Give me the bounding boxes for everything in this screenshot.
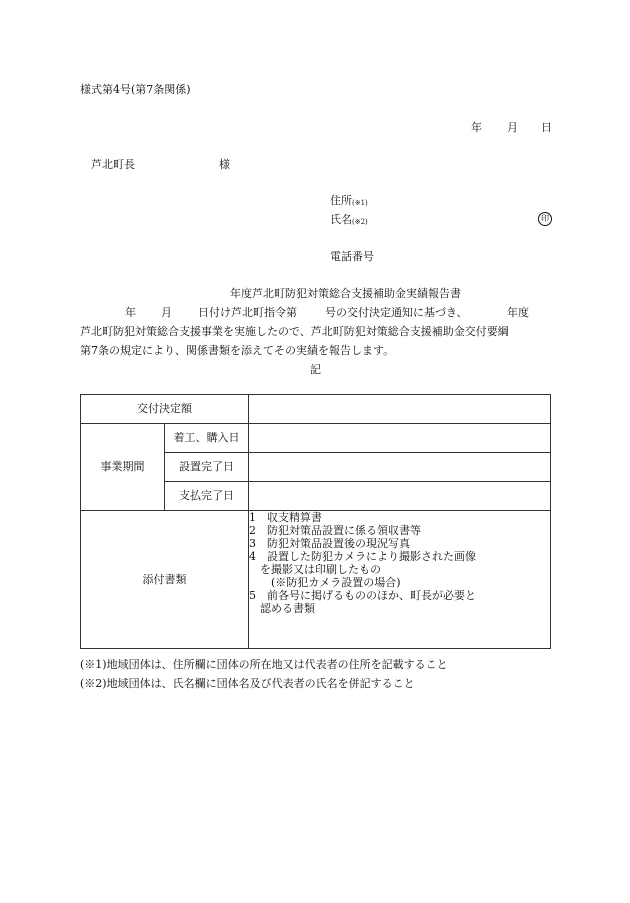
form-number: 様式第4号(第7条関係) (80, 83, 191, 96)
addressee-name: 芦北町長 (91, 158, 135, 171)
attachment-item: 5 前各号に掲げるもののほか、町長が必要と (249, 589, 476, 602)
attachment-item: (※防犯カメラ設置の場合) (249, 576, 401, 589)
name-field (330, 213, 368, 226)
name-label: 氏名 (330, 213, 352, 226)
grant-amount-row (81, 395, 551, 424)
report-table (80, 394, 551, 649)
ki-heading: 記 (310, 363, 321, 376)
body-dated: 日付け芦北町指令第 (198, 306, 297, 319)
note-2: (※2)地域団体は、氏名欄に団体名及び代表者の氏名を併記すること (80, 677, 415, 690)
note-1: (※1)地域団体は、住所欄に団体の所在地又は代表者の住所を記載すること (80, 658, 448, 671)
address-label: 住所 (330, 194, 352, 207)
address-note: (※1) (352, 199, 368, 207)
period-start-value[interactable] (249, 424, 551, 453)
attachment-item: 2 防犯対策品設置に係る領収書等 (249, 524, 421, 537)
body-month: 月 (161, 306, 172, 319)
body-line-2: 芦北町防犯対策総合支援事業を実施したので、芦北町防犯対策総合支援補助金交付要綱 (80, 325, 509, 338)
attachment-item: 4 設置した防犯カメラにより撮影された画像 (249, 550, 476, 563)
date-day: 日 (541, 121, 552, 134)
period-payment-value[interactable] (249, 482, 551, 511)
period-install-label: 設置完了日 (165, 453, 249, 482)
date-month: 月 (507, 121, 518, 134)
address-field (330, 194, 368, 207)
body-line-3: 第7条の規定により、関係書類を添えてその実績を報告します。 (80, 344, 395, 357)
seal-mark: 印 (538, 212, 552, 226)
phone-label: 電話番号 (330, 250, 374, 263)
attachment-item: 1 収支精算書 (249, 511, 322, 524)
attachments-label: 添付書類 (81, 511, 249, 649)
attachment-item: を撮影又は印刷したもの (249, 563, 381, 576)
grant-amount-value[interactable] (249, 395, 551, 424)
document-title: 年度芦北町防犯対策総合支援補助金実績報告書 (230, 287, 461, 300)
attachments-row (81, 511, 551, 649)
body-year: 年 (125, 306, 136, 319)
period-install-value[interactable] (249, 453, 551, 482)
attachments-list (249, 511, 551, 649)
grant-amount-label: 交付決定額 (81, 395, 249, 424)
period-row-start (81, 424, 551, 453)
attachment-item: 認める書類 (249, 602, 315, 615)
period-start-label: 着工、購入日 (165, 424, 249, 453)
period-label: 事業期間 (81, 424, 165, 511)
body-notice: 号の交付決定通知に基づき、 (325, 306, 468, 319)
addressee-honorific: 様 (219, 158, 230, 171)
period-payment-label: 支払完了日 (165, 482, 249, 511)
name-note: (※2) (352, 218, 368, 226)
date-year: 年 (471, 121, 482, 134)
attachment-item: 3 防犯対策品設置後の現況写真 (249, 537, 410, 550)
body-fiscal: 年度 (507, 306, 529, 319)
